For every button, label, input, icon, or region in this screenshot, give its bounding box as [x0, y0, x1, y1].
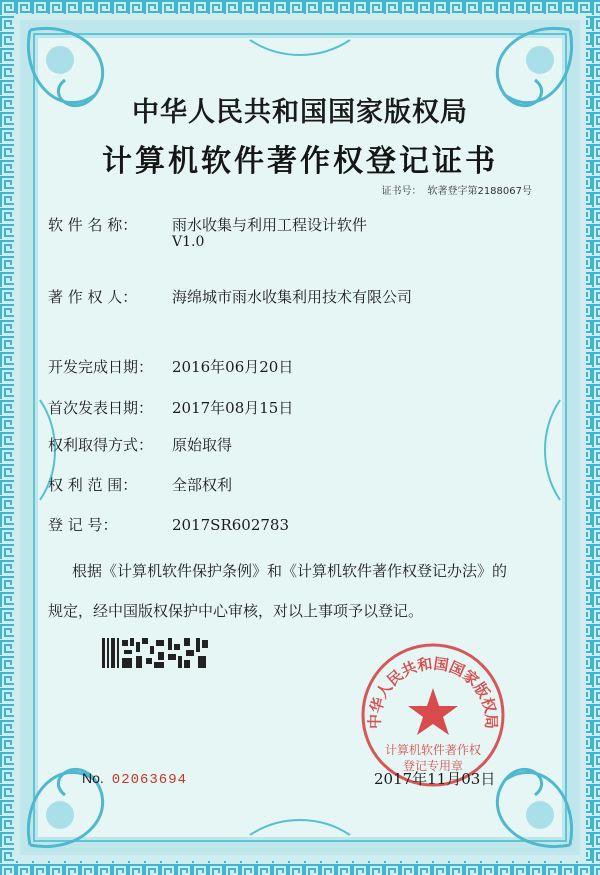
field-label: 权 利 范 围： [48, 476, 138, 494]
field-value: 海绵城市雨水收集利用技术有限公司 [172, 288, 413, 306]
field-label: 首次发表日期： [48, 399, 154, 417]
field-value: 雨水收集与利用工程设计软件 [172, 216, 368, 234]
field-label: 著 作 权 人： [48, 288, 138, 306]
cert-number-label: 证书号： [381, 186, 422, 197]
serial-number [82, 770, 187, 788]
field-value: 全部权利 [172, 476, 233, 494]
field-software-name [48, 214, 367, 235]
field-reg-number [48, 514, 289, 535]
serial-value: 02063694 [111, 772, 188, 788]
qr-barcode [100, 636, 210, 670]
field-label: 开发完成日期： [48, 358, 154, 376]
seal-line-2: 登记专用章 [402, 759, 464, 773]
field-owner [48, 286, 412, 307]
cert-number-value: 软著登字第2188067号 [427, 186, 532, 197]
field-label: 登 记 号： [48, 516, 118, 534]
field-value: 2017年08月15日 [172, 399, 294, 417]
field-label: 权利取得方式： [48, 436, 154, 454]
seal-line-1: 计算机软件著作权 [384, 743, 482, 757]
seal-ring-text: 中华人民共和国国家版权局 [365, 654, 501, 730]
field-value: 原始取得 [172, 436, 233, 454]
statement-line-2: 规定，经中国版权保护中心审核，对以上事项予以登记。 [48, 602, 424, 620]
software-version: V1.0 [172, 234, 205, 250]
authority-title: 中华人民共和国国家版权局 [132, 97, 468, 128]
field-first-publish-date [48, 397, 293, 418]
field-value: 2016年06月20日 [172, 358, 294, 376]
field-scope [48, 474, 232, 495]
statement-line-1: 根据《计算机软件保护条例》和《计算机软件著作权登记办法》的 [72, 562, 508, 580]
field-completion-date [48, 356, 293, 377]
field-label: 软 件 名 称： [48, 216, 138, 234]
serial-label: No. [82, 770, 104, 786]
field-acquisition [48, 434, 232, 455]
field-value: 2017SR602783 [172, 516, 290, 534]
certificate-number [375, 182, 532, 197]
certificate-title: 计算机软件著作权登记证书 [102, 144, 498, 179]
issue-date: 2017年11月03日 [374, 770, 496, 788]
